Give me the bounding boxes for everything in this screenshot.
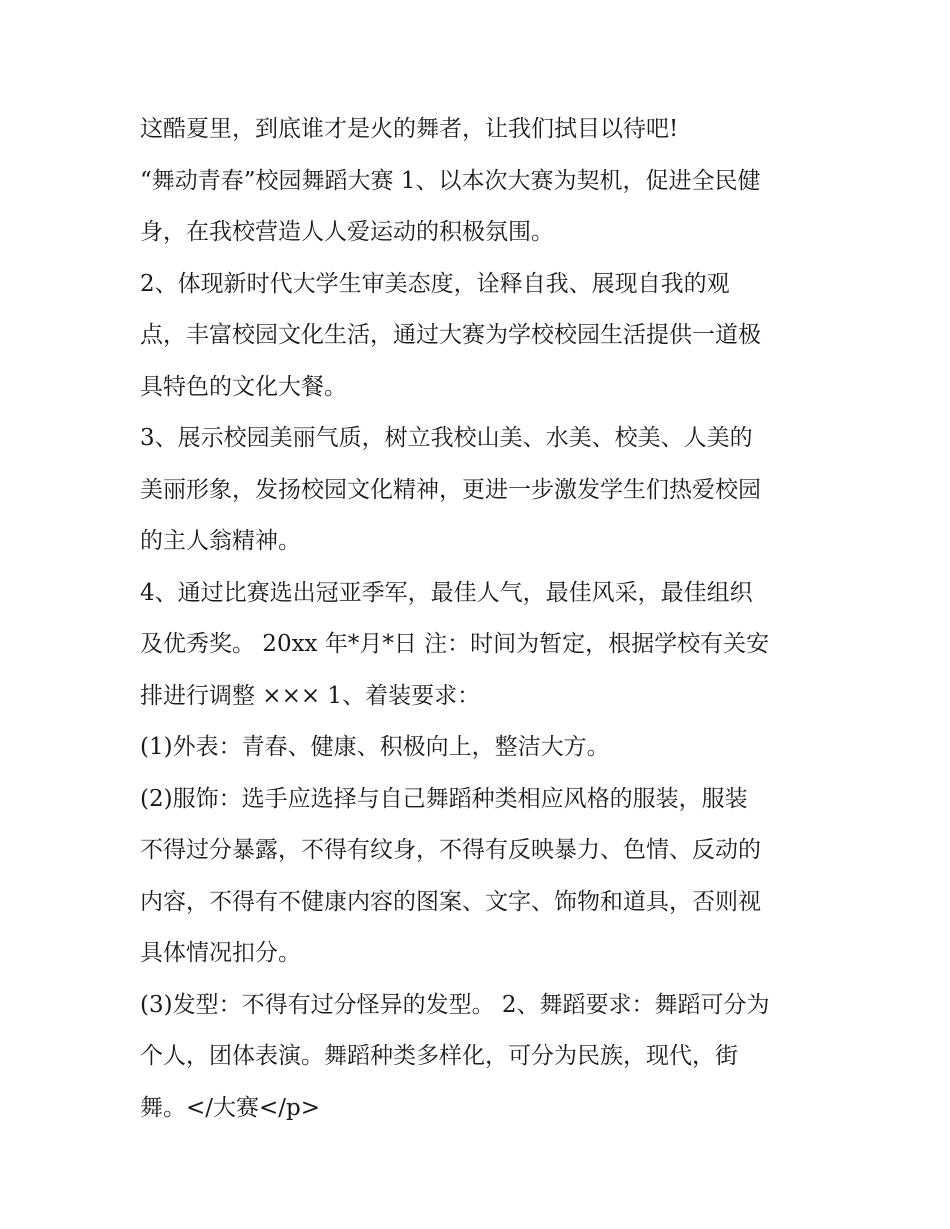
text-line: 个人，团体表演。舞蹈种类多样化，可分为民族，现代，街 (140, 1043, 738, 1069)
text-line: 美丽形象，发扬校园文化精神，更进一步激发学生们热爱校园 (140, 476, 761, 503)
text-line: (3)发型：不得有过分怪异的发型。 2、舞蹈要求：舞蹈可分为 (140, 991, 770, 1018)
text-line: 身，在我校营造人人爱运动的积极氛围。 (140, 219, 554, 245)
text-line: 排进行调整 ××× 1、着装要求： (140, 682, 481, 709)
text-line: 具特色的文化大餐。 (140, 373, 347, 400)
text-line: 4、通过比赛选出冠亚季军，最佳人气，最佳风采，最佳组织 (140, 579, 753, 606)
text-line: (2)服饰：选手应选择与自己舞蹈种类相应风格的服装，服装 (140, 785, 748, 812)
text-line: (1)外表：青春、健康、积极向上，整洁大方。 (140, 734, 610, 760)
document-body (140, 104, 820, 1134)
text-line: 2、体现新时代大学生审美态度，诠释自我、展现自我的观 (140, 270, 730, 297)
text-line: 具体情况扣分。 (140, 940, 301, 966)
text-line: 不得过分暴露，不得有纹身，不得有反映暴力、色情、反动的 (140, 837, 761, 863)
text-line: “舞动青春”校园舞蹈大赛 1、以本次大赛为契机，促进全民健 (140, 167, 761, 194)
text-line: 这酷夏里，到底谁才是火的舞者，让我们拭目以待吧! (140, 116, 679, 142)
text-line: 内容，不得有不健康内容的图案、文字、饰物和道具，否则视 (140, 888, 761, 915)
text-line: 舞。</大赛</p> (140, 1094, 321, 1121)
text-line: 及优秀奖。 20xx 年*月*日 注：时间为暂定，根据学校有关安 (140, 631, 770, 657)
text-line: 3、展示校园美丽气质，树立我校山美、水美、校美、人美的 (140, 425, 753, 451)
text-line: 的主人翁精神。 (140, 528, 301, 554)
text-line: 点，丰富校园文化生活，通过大赛为学校校园生活提供一道极 (140, 322, 761, 348)
